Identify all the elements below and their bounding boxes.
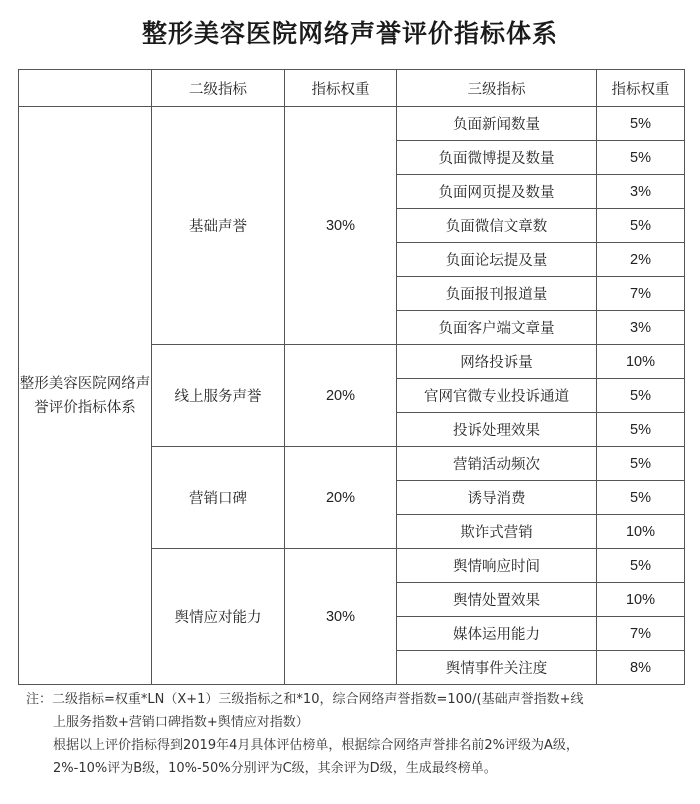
header-weight2: 指标权重 bbox=[285, 70, 397, 107]
header-weight3: 指标权重 bbox=[597, 70, 685, 107]
level3-weight: 5% bbox=[597, 107, 685, 141]
level3-weight: 5% bbox=[597, 481, 685, 515]
level3-weight: 10% bbox=[597, 583, 685, 617]
level3-weight: 10% bbox=[597, 345, 685, 379]
level3-weight: 2% bbox=[597, 243, 685, 277]
level2-name: 营销口碑 bbox=[152, 447, 285, 549]
level3-weight: 3% bbox=[597, 175, 685, 209]
level3-weight: 5% bbox=[597, 413, 685, 447]
level2-name: 舆情应对能力 bbox=[152, 549, 285, 685]
header-blank bbox=[19, 70, 152, 107]
level3-weight: 5% bbox=[597, 209, 685, 243]
header-level3: 三级指标 bbox=[397, 70, 597, 107]
level3-name: 负面报刊报道量 bbox=[397, 277, 597, 311]
level3-name: 负面网页提及数量 bbox=[397, 175, 597, 209]
page-title: 整形美容医院网络声誉评价指标体系 bbox=[141, 19, 558, 48]
level3-name: 诱导消费 bbox=[397, 481, 597, 515]
level3-name: 营销活动频次 bbox=[397, 447, 597, 481]
table-row bbox=[19, 107, 685, 141]
note-line: 根据以上评价指标得到2019年4月具体评估榜单，根据综合网络声誉排名前2%评级为A级， bbox=[53, 738, 579, 753]
level3-weight: 10% bbox=[597, 515, 685, 549]
level3-name: 投诉处理效果 bbox=[397, 413, 597, 447]
level3-name: 负面新闻数量 bbox=[397, 107, 597, 141]
level3-name: 网络投诉量 bbox=[397, 345, 597, 379]
header-level2: 二级指标 bbox=[152, 70, 285, 107]
level2-weight: 20% bbox=[285, 447, 397, 549]
table-header-row bbox=[19, 70, 685, 107]
level3-weight: 8% bbox=[597, 651, 685, 685]
level2-name: 线上服务声誉 bbox=[152, 345, 285, 447]
level2-weight: 30% bbox=[285, 107, 397, 345]
level3-name: 舆情事件关注度 bbox=[397, 651, 597, 685]
level3-name: 负面微信文章数 bbox=[397, 209, 597, 243]
level2-weight: 30% bbox=[285, 549, 397, 685]
level3-name: 负面论坛提及量 bbox=[397, 243, 597, 277]
level3-name: 舆情响应时间 bbox=[397, 549, 597, 583]
note-line: 上服务指数+营销口碑指数+舆情应对指数） bbox=[53, 715, 309, 730]
level3-weight: 5% bbox=[597, 379, 685, 413]
note-line: 注：二级指标=权重*LN（X+1）三级指标之和*10，综合网络声誉指数=100/(基础声誉指数+线 bbox=[26, 692, 584, 707]
level3-weight: 5% bbox=[597, 141, 685, 175]
notes-section bbox=[26, 688, 686, 780]
level3-name: 负面微博提及数量 bbox=[397, 141, 597, 175]
level3-name: 媒体运用能力 bbox=[397, 617, 597, 651]
level2-name: 基础声誉 bbox=[152, 107, 285, 345]
level3-weight: 7% bbox=[597, 277, 685, 311]
level2-weight: 20% bbox=[285, 345, 397, 447]
level3-name: 舆情处置效果 bbox=[397, 583, 597, 617]
category-cell: 整形美容医院网络声誉评价指标体系 bbox=[19, 107, 152, 685]
note-line: 2%-10%评为B级，10%-50%分别评为C级，其余评为D级，生成最终榜单。 bbox=[53, 761, 497, 776]
level3-name: 官网官微专业投诉通道 bbox=[397, 379, 597, 413]
level3-weight: 5% bbox=[597, 549, 685, 583]
level3-weight: 7% bbox=[597, 617, 685, 651]
indicator-table bbox=[18, 69, 685, 685]
level3-name: 负面客户端文章量 bbox=[397, 311, 597, 345]
level3-weight: 3% bbox=[597, 311, 685, 345]
level3-weight: 5% bbox=[597, 447, 685, 481]
level3-name: 欺诈式营销 bbox=[397, 515, 597, 549]
